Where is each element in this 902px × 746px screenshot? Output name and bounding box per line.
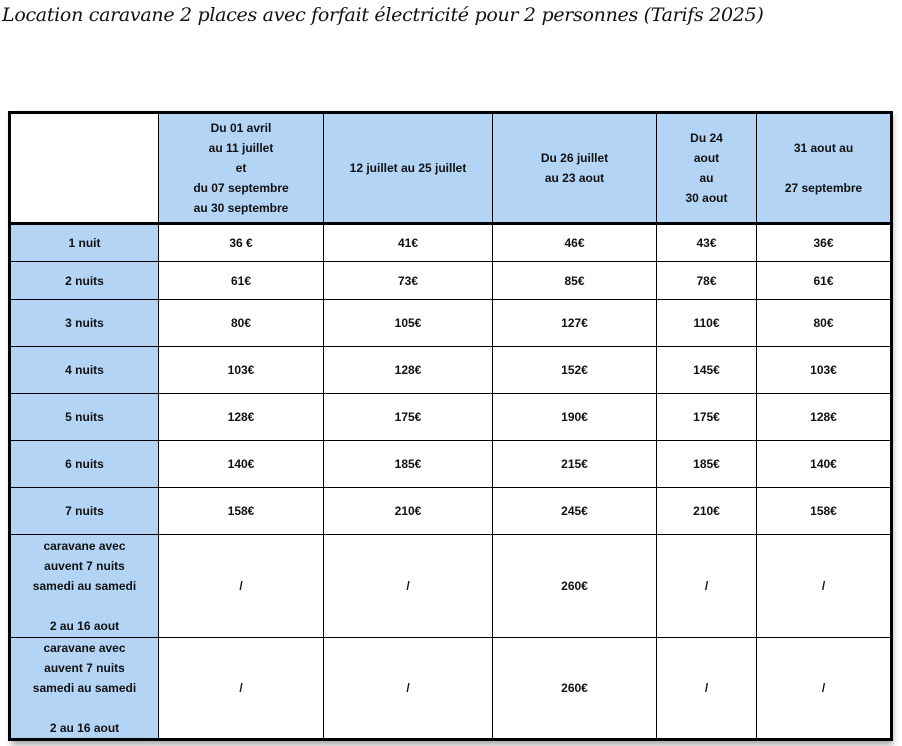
table-row: [10, 262, 892, 300]
price-cell: 128€: [159, 393, 324, 440]
price-cell: /: [757, 535, 892, 637]
price-cell: 103€: [159, 347, 324, 393]
column-header: 12 juillet au 25 juillet: [324, 113, 493, 224]
corner-cell: [10, 113, 159, 224]
price-cell: 105€: [324, 300, 493, 347]
row-label: caravane avec auvent 7 nuits samedi au samedi 2 au 16 aout: [10, 637, 159, 739]
price-cell: 210€: [657, 487, 757, 534]
price-cell: 128€: [757, 393, 892, 440]
header-row: [10, 113, 892, 224]
table-row: [10, 637, 892, 739]
price-cell: 78€: [657, 262, 757, 300]
price-cell: 175€: [324, 393, 493, 440]
column-header: Du 24 aout au 30 aout: [657, 113, 757, 224]
price-cell: 103€: [757, 347, 892, 393]
price-cell: 36 €: [159, 224, 324, 262]
price-cell: 260€: [493, 535, 657, 637]
price-cell: 145€: [657, 347, 757, 393]
pricing-table: [8, 111, 893, 741]
table-row: [10, 440, 892, 487]
column-header: 31 aout au 27 septembre: [757, 113, 892, 224]
price-cell: 140€: [757, 440, 892, 487]
price-cell: 43€: [657, 224, 757, 262]
table-row: [10, 535, 892, 637]
row-label: 1 nuit: [10, 224, 159, 262]
price-cell: 61€: [159, 262, 324, 300]
pricing-table-wrapper: [8, 111, 890, 741]
row-label: 6 nuits: [10, 440, 159, 487]
table-row: [10, 487, 892, 534]
price-cell: 127€: [493, 300, 657, 347]
price-cell: 36€: [757, 224, 892, 262]
price-cell: 140€: [159, 440, 324, 487]
price-cell: 110€: [657, 300, 757, 347]
price-cell: /: [159, 637, 324, 739]
column-header: Du 01 avril au 11 juillet et du 07 septembre au 30 septembre: [159, 113, 324, 224]
price-cell: /: [657, 535, 757, 637]
page-title: Location caravane 2 places avec forfait électricité pour 2 personnes (Tarifs 2025): [2, 4, 764, 26]
column-header: Du 26 juillet au 23 aout: [493, 113, 657, 224]
row-label: 7 nuits: [10, 487, 159, 534]
price-cell: 260€: [493, 637, 657, 739]
table-row: [10, 393, 892, 440]
price-cell: 80€: [159, 300, 324, 347]
price-cell: 190€: [493, 393, 657, 440]
price-cell: /: [324, 637, 493, 739]
price-cell: 46€: [493, 224, 657, 262]
price-cell: 175€: [657, 393, 757, 440]
price-cell: 128€: [324, 347, 493, 393]
price-cell: 158€: [757, 487, 892, 534]
table-row: [10, 347, 892, 393]
price-cell: 152€: [493, 347, 657, 393]
price-cell: /: [757, 637, 892, 739]
price-cell: 185€: [324, 440, 493, 487]
price-cell: 210€: [324, 487, 493, 534]
price-cell: 85€: [493, 262, 657, 300]
price-cell: /: [159, 535, 324, 637]
price-cell: 73€: [324, 262, 493, 300]
row-label: 3 nuits: [10, 300, 159, 347]
table-body: [10, 224, 892, 740]
price-cell: 245€: [493, 487, 657, 534]
price-cell: 61€: [757, 262, 892, 300]
price-cell: 80€: [757, 300, 892, 347]
price-cell: /: [324, 535, 493, 637]
row-label: caravane avec auvent 7 nuits samedi au samedi 2 au 16 aout: [10, 535, 159, 637]
price-cell: 41€: [324, 224, 493, 262]
table-row: [10, 224, 892, 262]
row-label: 2 nuits: [10, 262, 159, 300]
price-cell: 158€: [159, 487, 324, 534]
row-label: 5 nuits: [10, 393, 159, 440]
price-cell: 185€: [657, 440, 757, 487]
row-label: 4 nuits: [10, 347, 159, 393]
price-cell: /: [657, 637, 757, 739]
price-cell: 215€: [493, 440, 657, 487]
table-row: [10, 300, 892, 347]
